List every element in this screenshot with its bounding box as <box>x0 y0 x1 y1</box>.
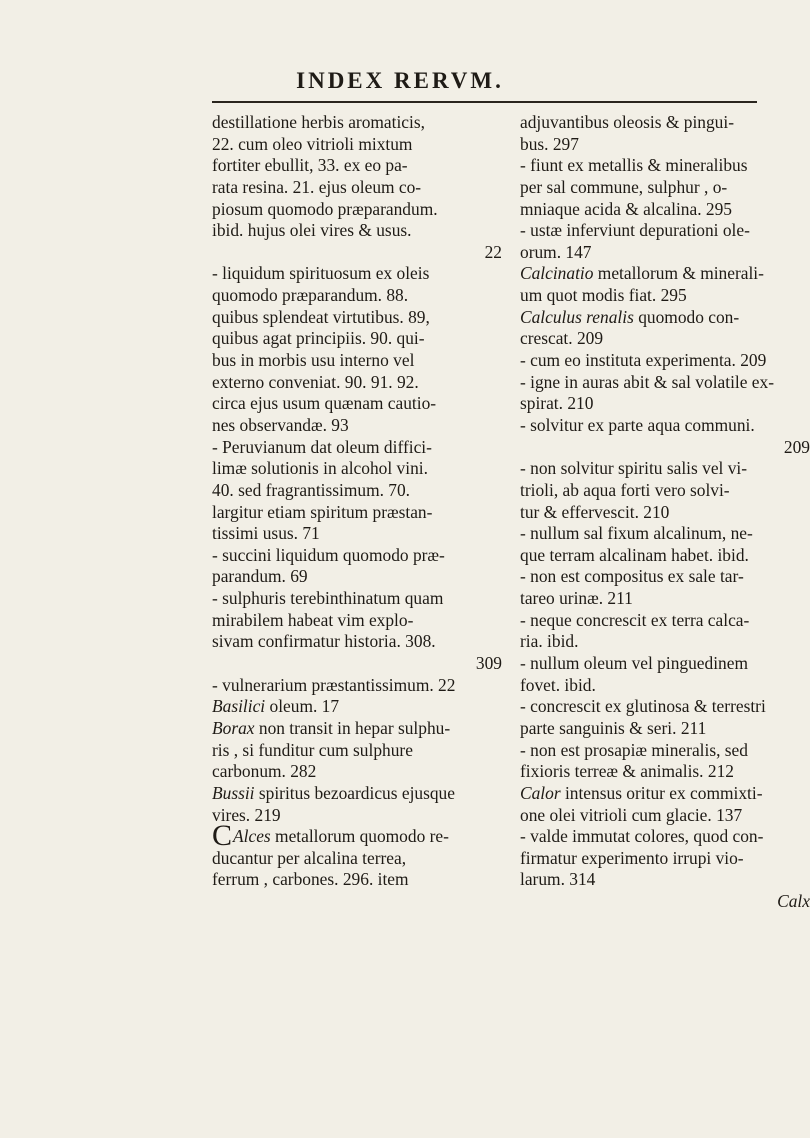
index-line <box>520 134 810 156</box>
index-line <box>520 869 810 891</box>
index-line <box>520 328 810 350</box>
line-text: - sulphuris terebinthinatum quam <box>212 588 444 609</box>
line-text: - concrescit ex glutinosa & terrestri <box>520 696 766 717</box>
right-column <box>520 112 810 913</box>
line-text: externo conveniat. 90. 91. 92. <box>212 371 419 392</box>
line-text: firmatur experimento irrupi vio- <box>520 847 744 868</box>
index-line <box>212 783 502 805</box>
line-text: ris , si funditur cum sulphure <box>212 739 413 760</box>
line-text: quibus agat principiis. 90. qui- <box>212 328 425 349</box>
index-line <box>520 155 810 177</box>
line-text: trioli, ab aqua forti vero solvi- <box>520 479 730 500</box>
index-line <box>520 177 810 199</box>
line-text: mirabilem habeat vim explo- <box>212 609 414 630</box>
index-line <box>212 545 502 567</box>
index-line <box>212 653 502 675</box>
line-text: - valde immutat colores, quod con- <box>520 826 764 847</box>
line-text: - non est prosapiæ mineralis, sed <box>520 739 748 760</box>
line-text: largitur etiam spiritum præstan- <box>212 501 433 522</box>
index-line <box>212 112 502 134</box>
index-line <box>520 675 810 697</box>
entry-headword: Calor <box>520 782 561 803</box>
line-text: per sal commune, sulphur , o- <box>520 176 728 197</box>
line-text: circa ejus usum quænam cautio- <box>212 393 437 414</box>
index-line <box>212 819 502 853</box>
line-text: bus in morbis usu interno vel <box>212 350 415 371</box>
line-text: destillatione herbis aromaticis, <box>212 112 425 132</box>
line-text: - liquidum spirituosum ex oleis <box>212 263 430 284</box>
index-line <box>520 631 810 653</box>
index-line <box>212 566 502 588</box>
line-text: tissimi usus. 71 <box>212 523 320 544</box>
index-line <box>520 307 810 329</box>
index-line <box>212 242 502 264</box>
line-text: carbonum. 282 <box>212 761 317 782</box>
index-line <box>212 502 502 524</box>
line-text: ferrum , carbones. 296. item <box>212 869 409 890</box>
index-line <box>520 199 810 221</box>
index-line <box>212 740 502 762</box>
line-text: 309 <box>475 653 502 674</box>
line-text: 22. cum oleo vitrioli mixtum <box>212 133 413 154</box>
line-text: fixioris terreæ & animalis. 212 <box>520 761 734 782</box>
index-line <box>520 805 810 827</box>
line-text: adjuvantibus oleosis & pingui- <box>520 112 734 132</box>
index-line <box>520 610 810 632</box>
entry-headword: Borax <box>212 717 255 738</box>
line-text: ibid. hujus olei vires & usus. <box>212 220 412 241</box>
index-line <box>212 372 502 394</box>
line-text: larum. 314 <box>520 869 596 890</box>
line-text: - vulnerarium præstantissimum. 22 <box>212 674 456 695</box>
line-text: mniaque acida & alcalina. 295 <box>520 198 732 219</box>
entry-headword: Calculus renalis <box>520 306 634 327</box>
page-header: INDEX RERVM. <box>296 68 504 93</box>
line-text: - neque concrescit ex terra calca- <box>520 609 750 630</box>
index-line <box>212 523 502 545</box>
line-text: - succini liquidum quomodo præ- <box>212 544 445 565</box>
line-text: tareo urinæ. 211 <box>520 588 633 609</box>
entry-headword: Alces <box>233 826 271 847</box>
line-text: one olei vitrioli cum glacie. 137 <box>520 804 743 825</box>
index-line <box>520 588 810 610</box>
line-text: vires. 219 <box>212 804 281 825</box>
line-text: - non est compositus ex sale tar- <box>520 566 744 587</box>
index-line <box>212 588 502 610</box>
index-line <box>212 761 502 783</box>
index-line <box>212 718 502 740</box>
index-line <box>520 502 810 524</box>
line-text: 40. sed fragrantissimum. 70. <box>212 479 411 500</box>
line-text: quomodo præparandum. 88. <box>212 285 409 306</box>
index-line <box>212 415 502 437</box>
line-text: - solvitur ex parte aqua communi. <box>520 414 755 435</box>
index-line <box>520 372 810 394</box>
index-line <box>212 480 502 502</box>
index-line <box>212 675 502 697</box>
line-text: - non solvitur spiritu salis vel vi- <box>520 458 748 479</box>
index-line <box>520 350 810 372</box>
index-line <box>212 285 502 307</box>
index-line <box>212 437 502 459</box>
entry-headword: Basilici <box>212 696 266 717</box>
index-line <box>520 761 810 783</box>
line-text: metallorum quomodo re- <box>275 826 449 847</box>
line-text: parte sanguinis & seri. 211 <box>520 717 707 738</box>
index-line <box>520 437 810 459</box>
line-text: - nullum oleum vel pinguedinem <box>520 653 748 674</box>
line-text: crescat. 209 <box>520 328 604 349</box>
line-text: spirat. 210 <box>520 393 594 414</box>
catchword: Calx <box>777 891 810 912</box>
line-text: ducantur per alcalina terrea, <box>212 847 407 868</box>
line-text: quomodo con- <box>638 306 740 327</box>
line-text: limæ solutionis in alcohol vini. <box>212 458 428 479</box>
line-text: - nullum sal fixum alcalinum, ne- <box>520 523 753 544</box>
index-line <box>212 199 502 221</box>
line-text: quibus splendeat virtutibus. 89, <box>212 306 430 327</box>
index-line <box>520 393 810 415</box>
line-text: 22 <box>484 241 502 262</box>
line-text: - Peruvianum dat oleum diffici- <box>212 436 432 457</box>
index-line <box>520 242 810 264</box>
index-line <box>212 328 502 350</box>
index-line <box>520 263 810 285</box>
index-line <box>212 805 502 827</box>
line-text: fovet. ibid. <box>520 674 596 695</box>
index-line <box>520 653 810 675</box>
line-text: metallorum & minerali- <box>597 263 764 284</box>
index-line <box>212 307 502 329</box>
index-line <box>212 393 502 415</box>
index-line <box>520 696 810 718</box>
line-text: 209 <box>783 436 810 457</box>
line-text: - igne in auras abit & sal volatile ex- <box>520 371 775 392</box>
entry-headword: Calcinatio <box>520 263 594 284</box>
index-line <box>520 220 810 242</box>
line-text: - fiunt ex metallis & mineralibus <box>520 155 748 176</box>
index-line <box>212 134 502 156</box>
index-line <box>212 458 502 480</box>
header-rule <box>212 101 757 103</box>
line-text: um quot modis fiat. 295 <box>520 285 687 306</box>
line-text: ria. ibid. <box>520 631 579 652</box>
line-text: piosum quomodo præparandum. <box>212 198 438 219</box>
line-text: - cum eo institutа experimenta. 209 <box>520 350 767 371</box>
index-line <box>212 263 502 285</box>
index-line <box>212 848 502 870</box>
line-text: non transit in hepar sulphu- <box>258 717 451 738</box>
index-line <box>212 350 502 372</box>
index-line <box>520 415 810 437</box>
index-line <box>520 480 810 502</box>
line-text: oleum. 17 <box>269 696 340 717</box>
line-text: que terram alcalinam habet. ibid. <box>520 544 749 565</box>
line-text: orum. 147 <box>520 241 592 262</box>
index-line <box>212 155 502 177</box>
index-line <box>520 740 810 762</box>
index-line <box>520 848 810 870</box>
index-line <box>520 783 810 805</box>
line-text: nes observandæ. 93 <box>212 414 349 435</box>
index-line <box>212 220 502 242</box>
line-text: tur & effervescit. 210 <box>520 501 670 522</box>
entry-headword: Bussii <box>212 782 255 803</box>
index-line <box>212 631 502 653</box>
left-column <box>212 112 502 891</box>
index-line <box>520 523 810 545</box>
index-line <box>212 177 502 199</box>
line-text: rata resina. 21. ejus oleum co- <box>212 176 422 197</box>
drop-capital: C <box>212 819 233 853</box>
line-text: fortiter ebullit, 33. ex eo pa- <box>212 155 408 176</box>
index-line <box>212 610 502 632</box>
index-line <box>520 545 810 567</box>
index-line <box>520 826 810 848</box>
index-line <box>212 869 502 891</box>
index-line <box>520 718 810 740</box>
line-text: parandum. 69 <box>212 566 308 587</box>
index-line <box>520 566 810 588</box>
line-text: - ustæ inferviunt depurationi ole- <box>520 220 750 241</box>
index-line <box>212 696 502 718</box>
line-text: intensus oritur ex commixti- <box>564 782 763 803</box>
index-line <box>520 285 810 307</box>
index-line <box>520 458 810 480</box>
line-text: spiritus bezoardicus ejusque <box>258 782 455 803</box>
line-text: sivam confirmatur historia. 308. <box>212 631 436 652</box>
index-line <box>520 112 810 134</box>
line-text: bus. 297 <box>520 133 579 154</box>
